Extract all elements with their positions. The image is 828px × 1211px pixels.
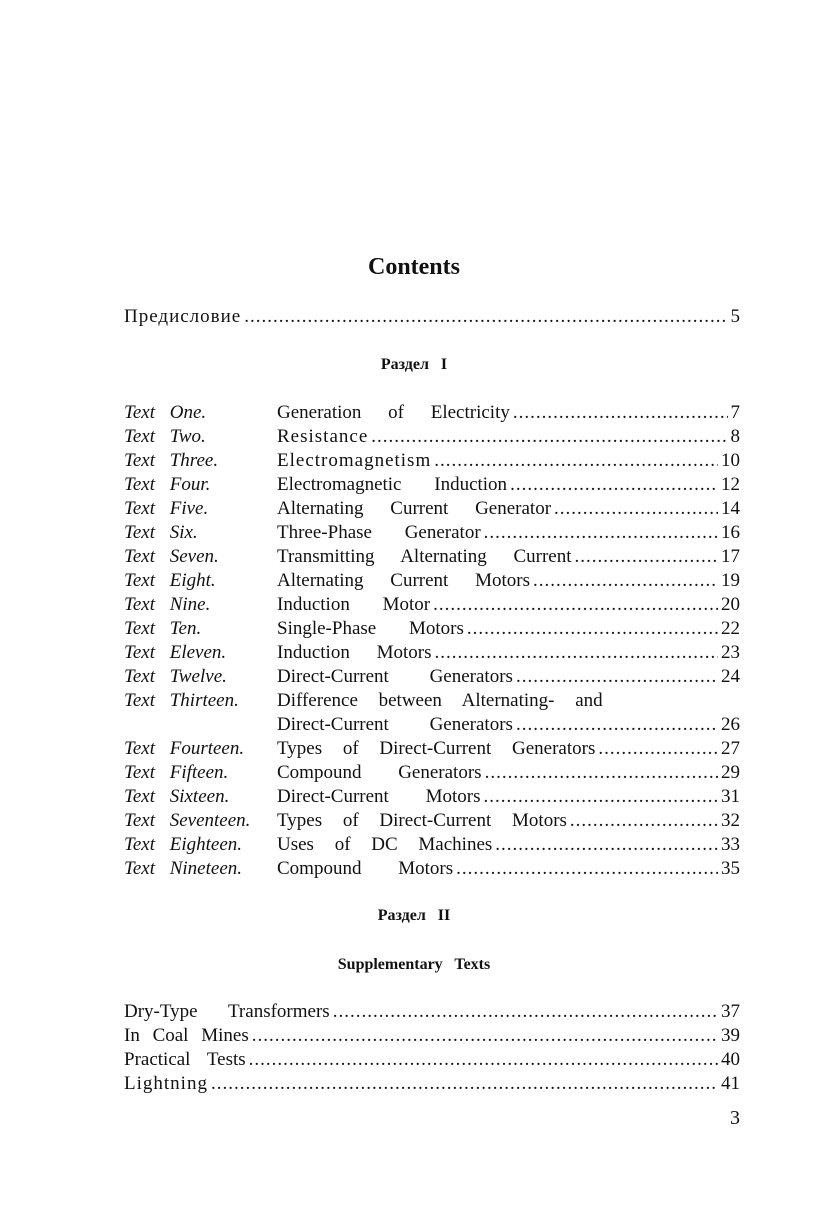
text-label: Text Six. xyxy=(124,522,198,543)
entry-title: Direct-Current Generators xyxy=(277,666,513,687)
toc-entry-supplementary[interactable] xyxy=(124,1000,740,1024)
text-label: Text Thirteen. xyxy=(124,690,239,711)
entry-page: 23 xyxy=(721,642,740,663)
toc-entry[interactable] xyxy=(124,617,740,641)
dot-leader xyxy=(252,1024,718,1048)
dot-leader xyxy=(483,785,718,809)
entry-page: 32 xyxy=(721,810,740,831)
toc-entry[interactable] xyxy=(124,593,740,617)
dot-leader xyxy=(244,305,727,329)
entry-title: Types of Direct-Current Motors xyxy=(277,810,567,831)
toc-entry[interactable] xyxy=(124,665,740,689)
entry-title: Practical Tests xyxy=(124,1049,246,1070)
entry-title: Dry-Type Transformers xyxy=(124,1001,330,1022)
page-number: 3 xyxy=(730,1107,740,1129)
toc-entry[interactable] xyxy=(124,641,740,665)
entry-title: In Coal Mines xyxy=(124,1025,249,1046)
entry-title: Lightning xyxy=(124,1073,208,1094)
entry-page: 8 xyxy=(730,426,740,447)
toc-entry[interactable] xyxy=(124,497,740,521)
dot-leader xyxy=(495,833,718,857)
dot-leader xyxy=(434,641,718,665)
entry-page: 37 xyxy=(721,1001,740,1022)
dot-leader xyxy=(516,713,718,737)
dot-leader xyxy=(510,473,718,497)
entry-page: 33 xyxy=(721,834,740,855)
toc-entry[interactable] xyxy=(124,737,740,761)
text-label: Text Four. xyxy=(124,474,211,495)
text-label: Text Nine. xyxy=(124,594,211,615)
toc-entry[interactable] xyxy=(124,761,740,785)
entry-page: 20 xyxy=(721,594,740,615)
text-label: Text Ten. xyxy=(124,618,202,639)
toc-entry-supplementary[interactable] xyxy=(124,1072,740,1096)
toc-entry[interactable] xyxy=(124,425,740,449)
text-label: Text Seven. xyxy=(124,546,219,567)
entry-title: Direct-Current Generators xyxy=(277,714,513,735)
toc-entry[interactable] xyxy=(124,545,740,569)
entry-title: Single-Phase Motors xyxy=(277,618,464,639)
toc-entry[interactable] xyxy=(124,785,740,809)
entry-title: Generation of Electricity xyxy=(277,402,510,423)
entry-page: 10 xyxy=(721,450,740,471)
text-label: Text Seventeen. xyxy=(124,810,251,831)
entry-title: Electromagnetism xyxy=(277,450,432,471)
dot-leader xyxy=(467,617,718,641)
entry-page: 26 xyxy=(721,714,740,735)
dot-leader xyxy=(333,1000,718,1024)
toc-entry[interactable] xyxy=(124,473,740,497)
entry-title: Transmitting Alternating Current xyxy=(277,546,572,567)
entry-page: 40 xyxy=(721,1049,740,1070)
dot-leader xyxy=(485,761,718,785)
entry-page: 19 xyxy=(721,570,740,591)
entry-title: Induction Motor xyxy=(277,594,431,615)
section-subheading-2: Supplementary Texts xyxy=(337,956,491,973)
entry-title: Compound Generators xyxy=(277,762,482,783)
entry-page: 29 xyxy=(721,762,740,783)
dot-leader xyxy=(456,857,718,881)
text-label: Text Eighteen. xyxy=(124,834,242,855)
entry-page: 12 xyxy=(721,474,740,495)
entry-title: Difference between Alternating- and xyxy=(277,690,603,711)
section-heading-2: Раздел II xyxy=(377,907,451,924)
entry-title: Alternating Current Generator xyxy=(277,498,552,519)
entry-title: Compound Motors xyxy=(277,858,454,879)
section-heading-1: Раздел I xyxy=(380,356,448,373)
dot-leader xyxy=(570,809,718,833)
entry-page: 27 xyxy=(721,738,740,759)
dot-leader xyxy=(533,569,718,593)
dot-leader xyxy=(371,425,727,449)
entry-title: Three-Phase Generator xyxy=(277,522,481,543)
dot-leader xyxy=(513,401,728,425)
toc-entry-supplementary[interactable] xyxy=(124,1024,740,1048)
entry-page: 39 xyxy=(721,1025,740,1046)
text-label: Text Twelve. xyxy=(124,666,227,687)
entry-page: 35 xyxy=(721,858,740,879)
entry-title: Direct-Current Motors xyxy=(277,786,481,807)
entry-page: 31 xyxy=(721,786,740,807)
toc-entry[interactable] xyxy=(124,689,740,713)
text-label: Text Nineteen. xyxy=(124,858,242,879)
page-title: Contents xyxy=(367,254,460,280)
toc-entry[interactable] xyxy=(124,833,740,857)
entry-page: 7 xyxy=(730,402,740,423)
text-label: Text Two. xyxy=(124,426,206,447)
entry-page: 22 xyxy=(721,618,740,639)
text-label: Text Eleven. xyxy=(124,642,227,663)
text-label: Text Fourteen. xyxy=(124,738,245,759)
text-label: Text One. xyxy=(124,402,207,423)
text-label: Text Eight. xyxy=(124,570,216,591)
text-label: Text Three. xyxy=(124,450,219,471)
dot-leader xyxy=(575,545,718,569)
text-label: Text Five. xyxy=(124,498,209,519)
entry-title: Induction Motors xyxy=(277,642,432,663)
entry-title: Alternating Current Motors xyxy=(277,570,530,591)
toc-entry[interactable] xyxy=(124,857,740,881)
entry-title: Uses of DC Machines xyxy=(277,834,493,855)
entry-page: 5 xyxy=(730,306,740,327)
dot-leader xyxy=(211,1072,718,1096)
dot-leader xyxy=(249,1048,718,1072)
toc-entry-supplementary[interactable] xyxy=(124,1048,740,1072)
toc-entry[interactable] xyxy=(124,521,740,545)
entry-page: 41 xyxy=(721,1073,740,1094)
text-label: Text Fifteen. xyxy=(124,762,229,783)
toc-entry[interactable] xyxy=(124,809,740,833)
entry-title: Types of Direct-Current Generators xyxy=(277,738,596,759)
entry-title: Resistance xyxy=(277,426,369,447)
entry-page: 17 xyxy=(721,546,740,567)
entry-title: Предисловие xyxy=(124,306,242,327)
toc-entry[interactable] xyxy=(124,449,740,473)
dot-leader xyxy=(598,737,718,761)
text-label: Text Sixteen. xyxy=(124,786,230,807)
entry-page: 16 xyxy=(721,522,740,543)
toc-entry[interactable] xyxy=(124,569,740,593)
entry-page: 14 xyxy=(721,498,740,519)
dot-leader xyxy=(516,665,718,689)
toc-entry[interactable] xyxy=(124,401,740,425)
toc-entry-continuation[interactable] xyxy=(124,713,740,737)
dot-leader xyxy=(434,449,718,473)
dot-leader xyxy=(554,497,718,521)
entry-page: 24 xyxy=(721,666,740,687)
entry-title: Electromagnetic Induction xyxy=(277,474,508,495)
dot-leader xyxy=(484,521,718,545)
toc-entry-preface[interactable] xyxy=(124,305,740,329)
dot-leader xyxy=(433,593,718,617)
